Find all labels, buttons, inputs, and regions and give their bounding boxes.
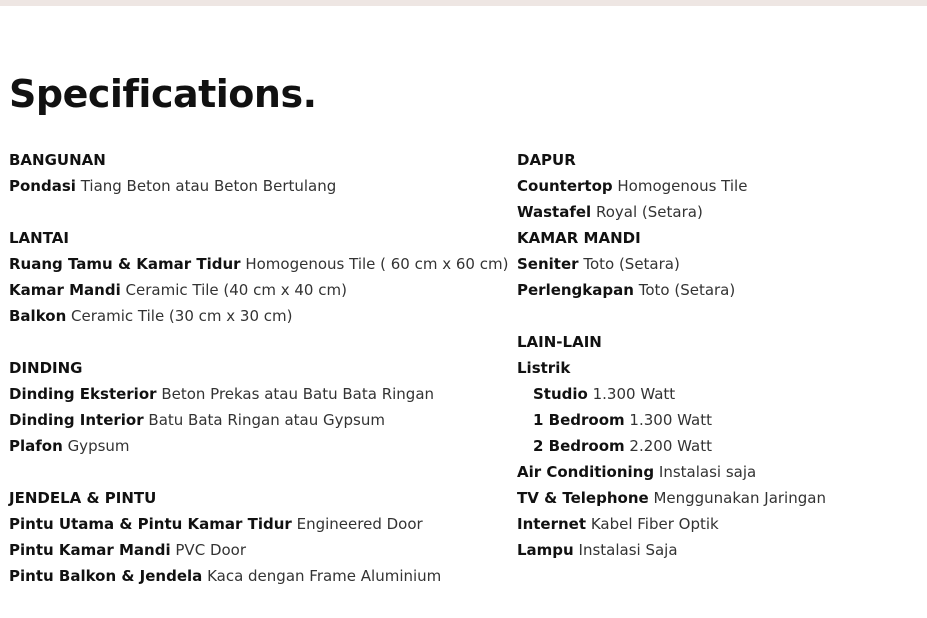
- spec-item-pintu-utama-and-pintu-kamar-tidur: [9, 511, 514, 537]
- spec-label: Pintu Balkon & Jendela: [9, 567, 203, 585]
- spec-label: Kamar Mandi: [9, 281, 121, 299]
- spec-label: Air Conditioning: [517, 463, 655, 481]
- spec-label: Listrik: [517, 359, 571, 377]
- spec-item-internet: [517, 511, 917, 537]
- spec-value: Toto (Setara): [638, 281, 736, 299]
- spec-value: Ceramic Tile (30 cm x 30 cm): [71, 307, 293, 325]
- spec-value: Gypsum: [67, 437, 130, 455]
- spec-label: Plafon: [9, 437, 63, 455]
- spec-label: Dinding Interior: [9, 411, 144, 429]
- spec-label: Pondasi: [9, 177, 76, 195]
- spec-label: Balkon: [9, 307, 67, 325]
- spec-column-right: [517, 147, 917, 563]
- spec-value: 1.300 Watt: [592, 385, 676, 403]
- spec-item-2-bedroom: [517, 433, 917, 459]
- spec-item-pondasi: [9, 173, 514, 199]
- spec-value: Batu Bata Ringan atau Gypsum: [148, 411, 385, 429]
- spec-item-pintu-kamar-mandi: [9, 537, 514, 563]
- spec-value: Toto (Setara): [583, 255, 680, 273]
- spec-item-tv-and-telephone: [517, 485, 917, 511]
- spec-item-perlengkapan: [517, 277, 917, 303]
- spec-label: 1 Bedroom: [533, 411, 625, 429]
- spec-item-seniter: [517, 251, 917, 277]
- spec-value: Ceramic Tile (40 cm x 40 cm): [125, 281, 347, 299]
- spec-item-balkon: [9, 303, 514, 329]
- spec-label: Internet: [517, 515, 587, 533]
- spec-label: Perlengkapan: [517, 281, 634, 299]
- spec-value: Menggunakan Jaringan: [653, 489, 826, 507]
- spec-item-countertop: [517, 173, 917, 199]
- spec-value: Homogenous Tile ( 60 cm x 60 cm): [245, 255, 509, 273]
- spec-label: Pintu Kamar Mandi: [9, 541, 171, 559]
- spec-value: Tiang Beton atau Beton Bertulang: [80, 177, 337, 195]
- spec-value: Engineered Door: [296, 515, 423, 533]
- spec-value: Kaca dengan Frame Aluminium: [207, 567, 442, 585]
- spec-label: Wastafel: [517, 203, 592, 221]
- spec-label: Studio: [533, 385, 588, 403]
- spec-label: Countertop: [517, 177, 613, 195]
- section-heading-bangunan: BANGUNAN: [9, 151, 106, 169]
- spec-label: 2 Bedroom: [533, 437, 625, 455]
- section-heading-jendela-and-pintu: JENDELA & PINTU: [9, 489, 157, 507]
- spec-item-lampu: [517, 537, 917, 563]
- spec-value: Instalasi saja: [658, 463, 757, 481]
- section-heading-dapur: DAPUR: [517, 151, 576, 169]
- spec-label: TV & Telephone: [517, 489, 649, 507]
- spec-item-listrik: [517, 355, 917, 381]
- section-spacer: [517, 303, 917, 329]
- spec-label: Seniter: [517, 255, 579, 273]
- section-heading-lantai: LANTAI: [9, 229, 69, 247]
- spec-value: Instalasi Saja: [578, 541, 678, 559]
- spec-item-air-conditioning: [517, 459, 917, 485]
- top-border-strip: [0, 0, 927, 6]
- spec-label: Pintu Utama & Pintu Kamar Tidur: [9, 515, 292, 533]
- section-spacer: [9, 199, 514, 225]
- spec-label: Ruang Tamu & Kamar Tidur: [9, 255, 241, 273]
- spec-label: Dinding Eksterior: [9, 385, 157, 403]
- spec-value: 2.200 Watt: [629, 437, 712, 455]
- spec-item-plafon: [9, 433, 514, 459]
- spec-item-kamar-mandi: [9, 277, 514, 303]
- spec-value: Royal (Setara): [595, 203, 703, 221]
- spec-item-pintu-balkon-and-jendela: [9, 563, 514, 589]
- section-spacer: [9, 329, 514, 355]
- page-title: Specifications.: [9, 72, 317, 116]
- section-heading-kamar-mandi: KAMAR MANDI: [517, 229, 641, 247]
- spec-column-left: [9, 147, 514, 589]
- spec-item-wastafel: [517, 199, 917, 225]
- spec-item-ruang-tamu-and-kamar-tidur: [9, 251, 514, 277]
- spec-item-1-bedroom: [517, 407, 917, 433]
- section-spacer: [9, 459, 514, 485]
- spec-item-studio: [517, 381, 917, 407]
- spec-item-dinding-interior: [9, 407, 514, 433]
- section-heading-dinding: DINDING: [9, 359, 83, 377]
- spec-item-dinding-eksterior: [9, 381, 514, 407]
- spec-value: PVC Door: [175, 541, 247, 559]
- spec-value: Kabel Fiber Optik: [590, 515, 719, 533]
- spec-value: Beton Prekas atau Batu Bata Ringan: [161, 385, 435, 403]
- spec-label: Lampu: [517, 541, 574, 559]
- spec-value: Homogenous Tile: [617, 177, 748, 195]
- section-heading-lain-lain: LAIN-LAIN: [517, 333, 602, 351]
- spec-value: 1.300 Watt: [629, 411, 712, 429]
